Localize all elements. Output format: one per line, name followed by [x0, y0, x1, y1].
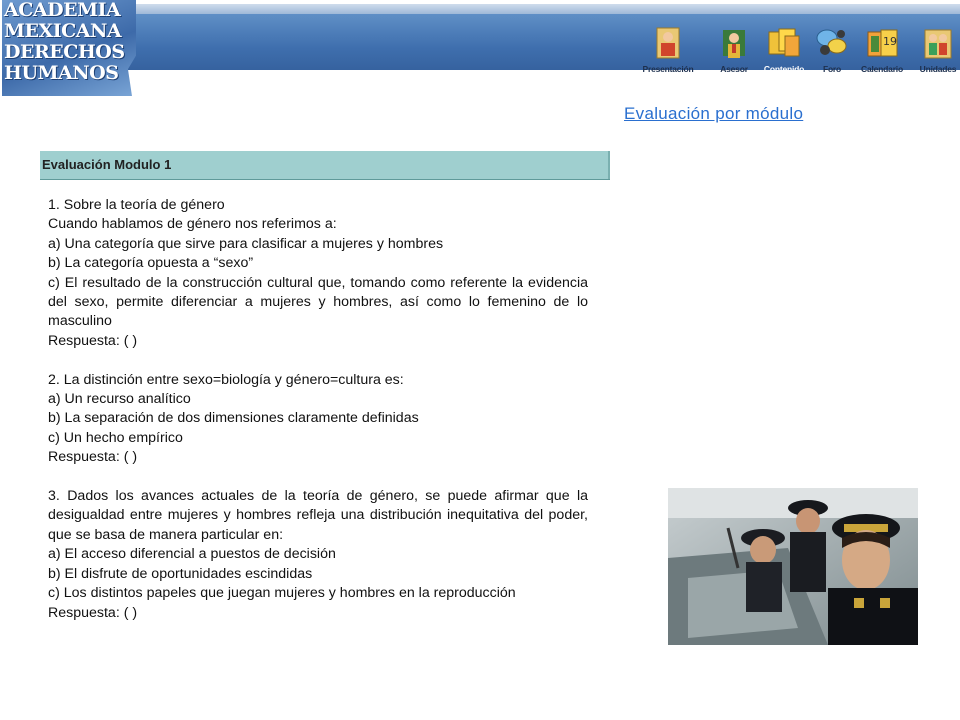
question-1-option-c: c) El resultado de la construcción cultural que, tomando como referente la evidencia del sexo, permite diferenciar a mujeres y hombres, así como lo femenino de lo masculino [48, 274, 588, 330]
person-icon [655, 26, 681, 60]
nav-label-unidades: Unidades [919, 64, 957, 74]
question-2-option-b: b) La separación de dos dimensiones claramente definidas [48, 410, 419, 427]
nav-label-foro: Foro [822, 64, 842, 74]
question-1-prompt: Cuando hablamos de género nos referimos a: [48, 216, 337, 233]
logo-line-3: DERECHOS [4, 41, 125, 63]
naval-cadets-photo [668, 488, 918, 645]
spacer [48, 351, 588, 370]
question-2 [48, 371, 588, 468]
nav-item-calendario[interactable] [852, 22, 912, 78]
question-3 [48, 487, 588, 623]
question-3-option-b: b) El disfrute de oportunidades escindidas [48, 565, 313, 582]
question-3-answer[interactable]: Respuesta: ( ) [48, 604, 138, 621]
advisor-icon [721, 26, 747, 60]
site-header [0, 0, 960, 98]
logo-text [4, 0, 130, 84]
question-2-option-c: c) Un hecho empírico [48, 429, 183, 446]
logo-line-2: MEXICANA [4, 20, 122, 42]
module-evaluation-link[interactable]: Evaluación por módulo [624, 104, 804, 123]
header-top-stripe [128, 4, 960, 14]
question-2-option-a: a) Un recurso analítico [48, 391, 191, 408]
evaluation-content [48, 196, 588, 623]
svg-text:19: 19 [883, 35, 897, 48]
spacer [48, 468, 588, 487]
nav-item-presentacion[interactable] [638, 22, 698, 78]
question-1-title: 1. Sobre la teoría de género [48, 197, 225, 213]
logo-line-4: HUMANOS [4, 62, 119, 84]
question-1-option-a: a) Una categoría que sirve para clasificar a mujeres y hombres [48, 235, 444, 252]
evaluation-title: Evaluación Modulo 1 [42, 157, 172, 172]
nav-label-presentacion: Presentación [642, 64, 694, 74]
question-2-title: 2. La distinción entre sexo=biología y género=cultura es: [48, 371, 404, 388]
photo-illustration [668, 488, 918, 645]
question-1 [48, 196, 588, 351]
evaluation-header [40, 151, 610, 179]
question-2-answer[interactable]: Respuesta: ( ) [48, 449, 138, 466]
question-1-answer[interactable]: Respuesta: ( ) [48, 332, 138, 349]
people-icon [923, 26, 953, 60]
question-3-option-c: c) Los distintos papeles que juegan mujeres y hombres en la reproducción [48, 585, 516, 602]
nav-item-unidades[interactable] [908, 22, 960, 78]
forum-icon [815, 26, 849, 60]
folders-icon [767, 26, 801, 60]
question-3-option-a: a) El acceso diferencial a puestos de decisión [48, 546, 336, 563]
nav-label-calendario: Calendario [861, 64, 903, 74]
question-3-title: 3. Dados los avances actuales de la teoría de género, se puede afirmar que la desigualdad entre mujeres y hombres refleja una distribución inequitativa del poder, que se basa de manera particular en: [48, 488, 588, 543]
nav-label-asesor: Asesor [720, 64, 748, 74]
nav-label-contenido: Contenido [763, 64, 805, 74]
logo-line-1: ACADEMIA [4, 0, 121, 21]
question-1-option-b: b) La categoría opuesta a “sexo” [48, 255, 254, 272]
calendar-icon [865, 26, 899, 60]
